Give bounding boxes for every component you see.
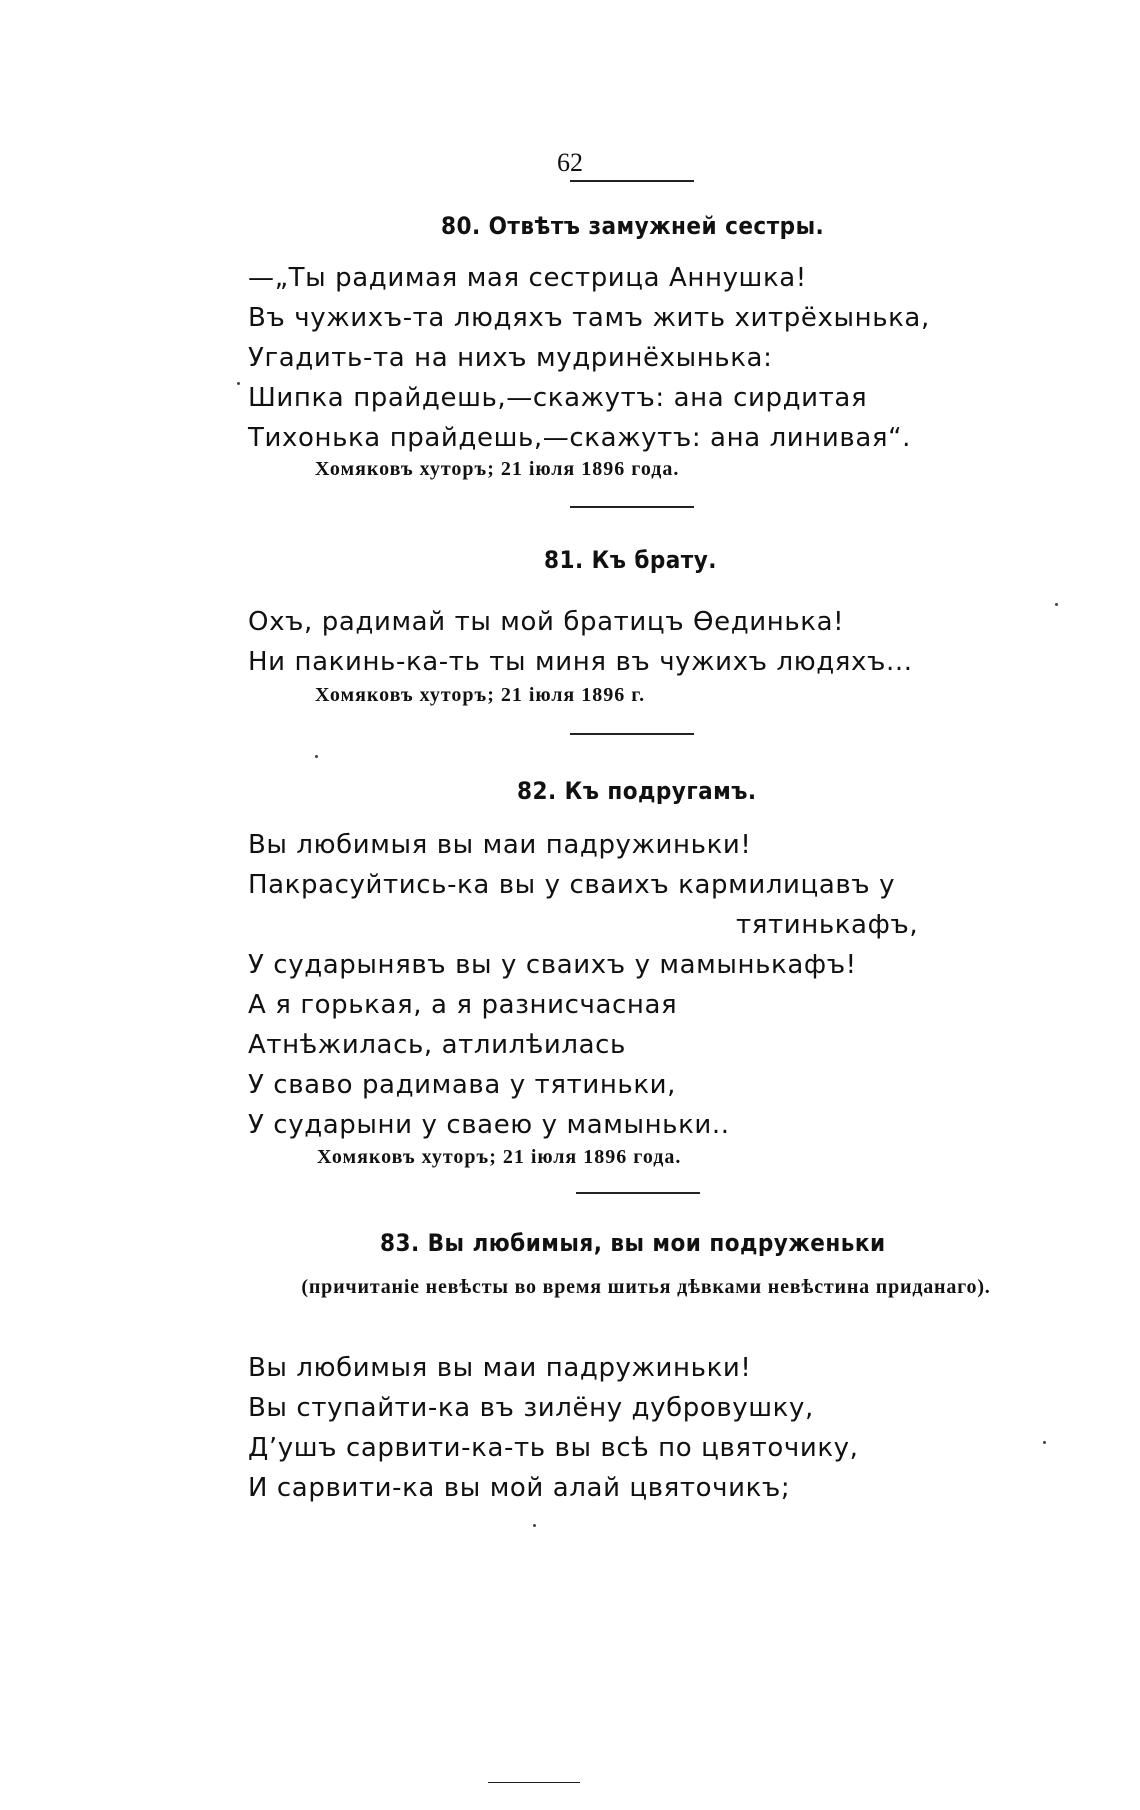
page-number: 62 [557, 148, 583, 177]
verse-line: тятинькафъ, [736, 910, 919, 940]
verse-line: Шипка прайдешь,—скажутъ: ана сирдитая [248, 383, 868, 413]
section-82-title: 82. Къ подругамъ. [517, 777, 757, 805]
verse-line: А я горькая, а я разнисчасная [248, 990, 678, 1020]
verse-line: Угадить-та на нихъ мудринёхынька: [248, 343, 773, 373]
section-81-title: 81. Къ брату. [544, 546, 717, 574]
verse-line: Д’ушъ сарвити-ка-ть вы всѣ по цвяточику, [248, 1433, 859, 1463]
scan-speck [315, 755, 318, 758]
verse-line: Охъ, радимай ты мой братицъ Ѳединька! [248, 607, 845, 637]
scan-speck [1055, 603, 1058, 606]
section-83-subtitle: (причитаніе невѣсты во время шитья дѣвками невѣстина приданаго). [301, 1276, 991, 1298]
section-81-source: Хомяковъ хуторъ; 21 іюля 1896 г. [315, 684, 646, 706]
verse-line: Тихонька прайдешь,—скажутъ: ана линивая“. [248, 423, 912, 453]
verse-line: И сарвити-ка вы мой алай цвяточикъ; [248, 1473, 791, 1503]
section-divider [576, 1192, 700, 1194]
scan-speck [533, 1524, 536, 1527]
section-82-source: Хомяковъ хуторъ; 21 іюля 1896 года. [317, 1146, 682, 1168]
verse-line: —„Ты радимая мая сестрица Аннушка! [248, 263, 807, 293]
header-rule [570, 180, 694, 182]
verse-line: Въ чужихъ-та людяхъ тамъ жить хитрёхынька, [248, 303, 930, 333]
footer-rule [488, 1782, 580, 1783]
section-83-title: 83. Вы любимыя, вы мои подруженьки [380, 1229, 886, 1257]
verse-line: Ни пакинь-ка-ть ты миня въ чужихъ людяхъ... [248, 647, 913, 677]
verse-line: Атнѣжилась, атлилѣилась [248, 1030, 626, 1060]
verse-line: Вы любимыя вы маи падружиньки! [248, 830, 752, 860]
scan-speck [237, 382, 240, 385]
verse-line: Вы любимыя вы маи падружиньки! [248, 1353, 752, 1383]
section-divider [570, 506, 694, 508]
verse-line: У сударыни у сваею у мамыньки.. [248, 1110, 730, 1140]
verse-line: Пакрасуйтись-ка вы у сваихъ кармилицавъ у [248, 870, 896, 900]
section-divider [570, 733, 694, 735]
section-80-title: 80. Отвѣтъ замужней сестры. [441, 212, 825, 240]
section-80-source: Хомяковъ хуторъ; 21 іюля 1896 года. [315, 458, 680, 480]
verse-line: У сваво радимава у тятиньки, [248, 1070, 677, 1100]
scan-speck [1043, 1441, 1046, 1444]
verse-line: Вы ступайти-ка въ зилёну дубровушку, [248, 1393, 814, 1423]
verse-line: У сударынявъ вы у сваихъ у мамынькафъ! [248, 950, 857, 980]
